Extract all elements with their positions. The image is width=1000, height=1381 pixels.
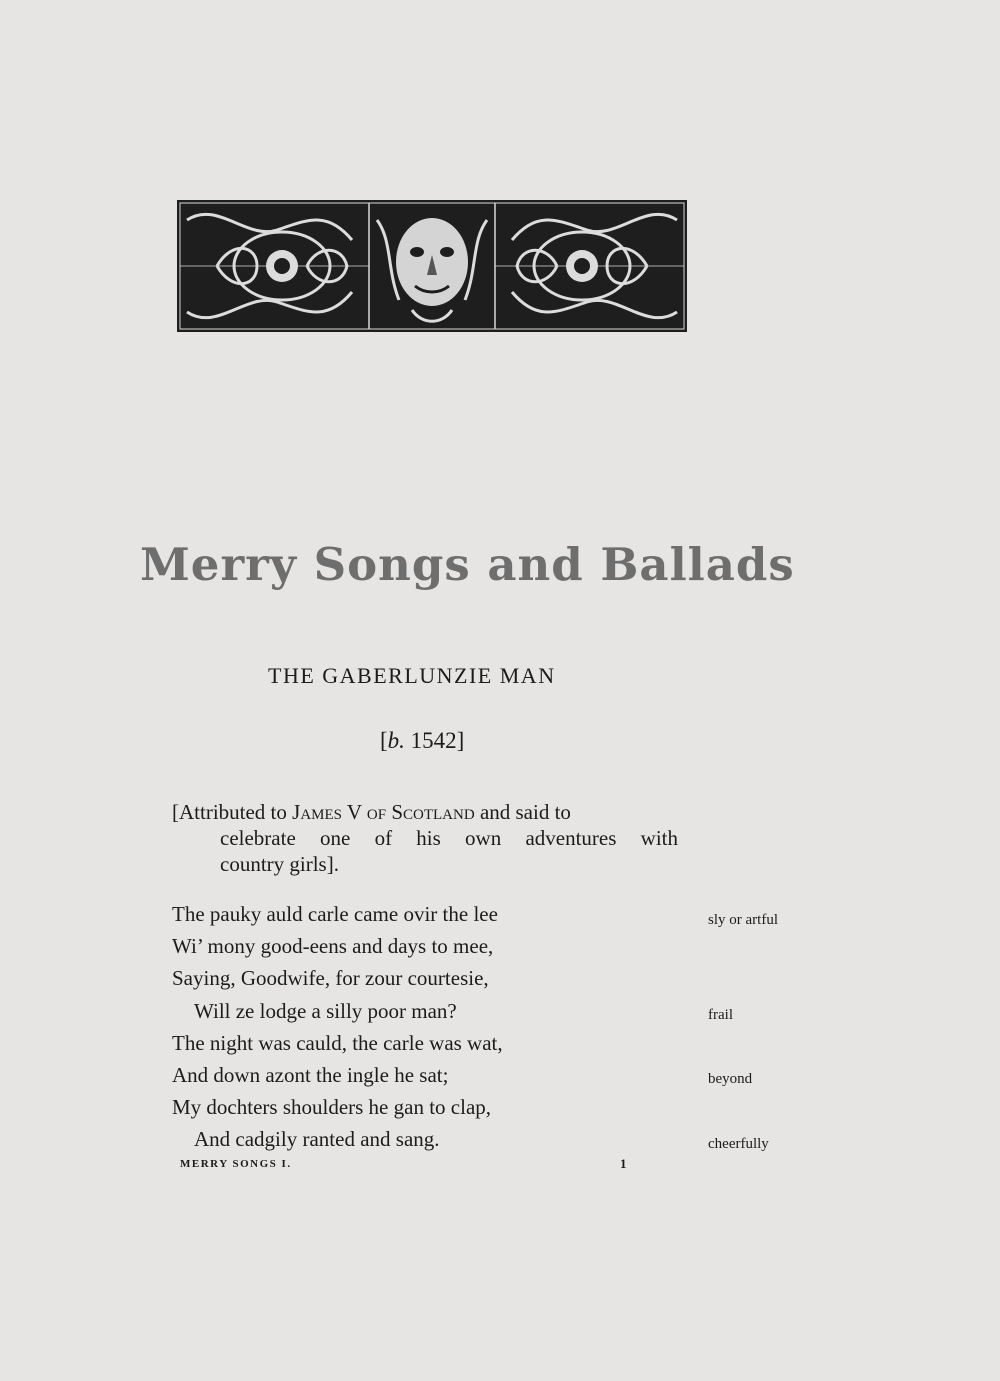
date-bracket: [ [380,728,388,753]
note-author: James V of Scotland [292,800,475,824]
poem-title: THE GABERLUNZIE MAN [268,663,556,688]
note-line-2: celebrate one of his own adventures with [220,826,678,850]
verse-line: Saying, Goodwife, for zour courtesie, [172,966,489,991]
floral-ornament-icon [177,200,687,332]
verse-line: The pauky auld carle came ovir the lee [172,902,498,926]
verse-line: And down azont the ingle he sat; [172,1062,449,1087]
verse-line: The night was cauld, the carle was wat, [172,1030,503,1055]
note-line-3: country girls]. [220,852,339,876]
ornamental-headpiece [177,200,687,332]
date-abbr: b. [387,728,405,753]
verse-line: Wi’ mony good-eens and days to mee, [172,934,494,959]
page-number: 1 [620,1156,627,1171]
verse-line: And cadgily ranted and sang. [194,1127,440,1152]
margin-gloss: sly or artful [708,912,778,928]
margin-gloss: beyond [708,1071,753,1087]
verse-line: My dochters shoulders he gan to clap, [172,1095,492,1120]
note-line-1: [Attributed to James V of Scotland and said to [172,800,571,824]
poem-date [380,728,464,754]
verse-line: Will ze lodge a silly poor man? [194,998,457,1023]
attribution-note [172,799,692,877]
poem-stanza [172,898,652,1156]
signature-mark: MERRY SONGS I. [180,1158,292,1170]
book-title: Merry Songs and Ballads [140,538,795,591]
margin-gloss: cheerfully [708,1136,769,1152]
date-year: 1542] [410,728,465,753]
margin-gloss: frail [708,1007,733,1023]
